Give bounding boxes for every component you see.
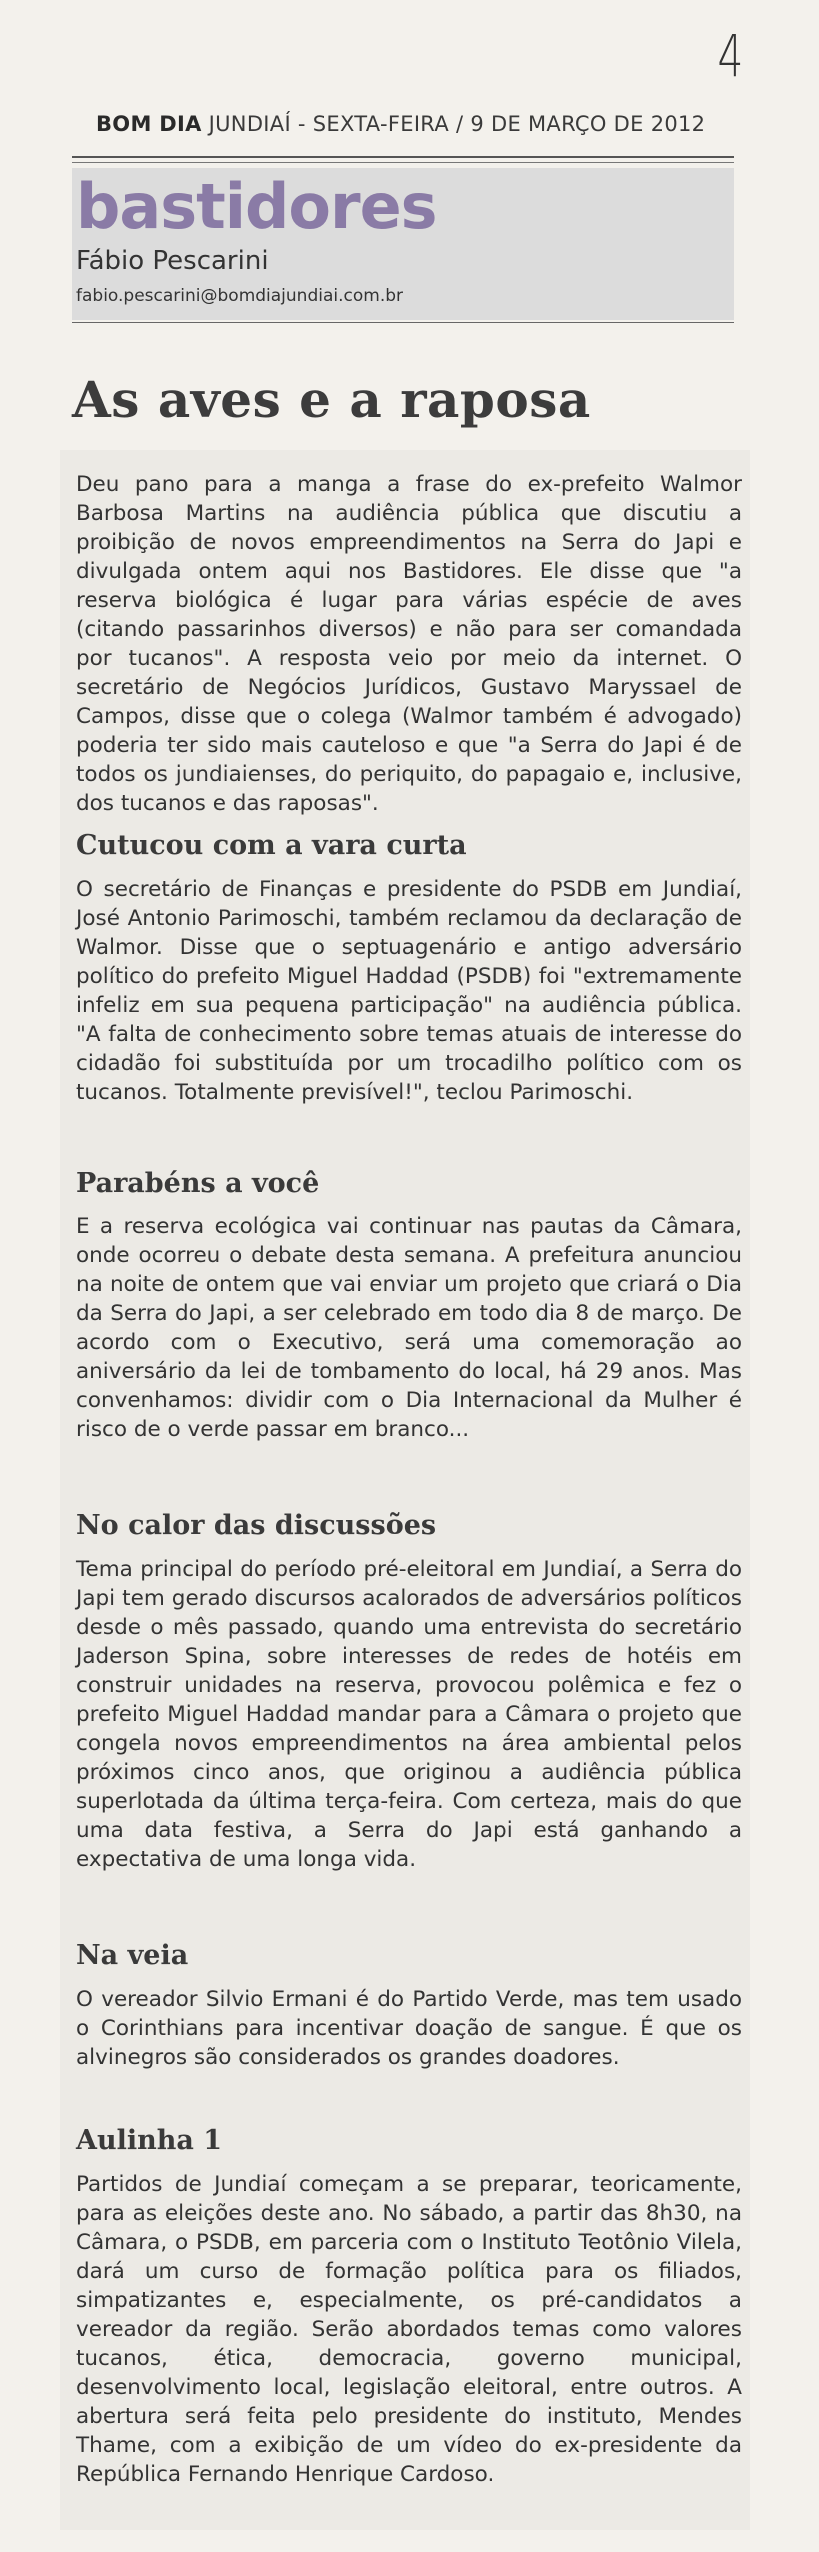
section-body-calor: Tema principal do período pré-eleitoral em Jundiaí, a Serra do Japi tem gerado discursos acalorados de adversários políticos desde o mês passado, quando uma entrevista do secretário Jaderson Spina, sobre interesses de redes de hotéis em construir unidades na reserva, provocou polêmica e fez o prefeito Miguel Haddad mandar para a Câmara o projeto que congela novos empreendimentos na área ambiental pelos próximos cinco anos, que originou a audiência pública superlotada da última terça-feira. Com certeza, mais do que uma data festiva, a Serra do Japi está ganhando a expectativa de uma longa vida. <box>76 1557 742 1872</box>
section-title: bastidores <box>76 170 437 243</box>
subhead-cutucou: Cutucou com a vara curta <box>76 830 467 861</box>
intro-paragraph: Deu pano para a manga a frase do ex-prefeito Walmor Barbosa Martins na audiência pública que discutiu a proibição de novos empreendimentos na Serra do Japi e divulgada ontem aqui nos Bastidores. Ele disse que "a reserva biológica é lugar para várias espécie de aves (citando passarinhos diversos) e não para ser comandada por tucanos". A resposta veio por meio da internet. O secretário de Negócios Jurídicos, Gustavo Maryssael de Campos, disse que o colega (Walmor também é advogado) poderia ter sido mais cauteloso e que "a Serra do Japi é de todos os jundiaienses, do periquito, do papagaio e, inclusive, dos tucanos e das raposas". <box>76 472 742 816</box>
page-number: 4 <box>717 22 744 90</box>
subhead-aulinha: Aulinha 1 <box>76 2125 223 2156</box>
subhead-parabens: Parabéns a você <box>76 1168 320 1199</box>
header-rule-thin <box>72 162 734 163</box>
subhead-calor: No calor das discussões <box>76 1510 437 1541</box>
section-body-block <box>76 1212 742 1444</box>
section-rule <box>72 322 734 323</box>
newspaper-header <box>96 112 731 136</box>
headline: As aves e a raposa <box>72 370 591 429</box>
section-body-aulinha: Partidos de Jundiaí começam a se preparar, teoricamente, para as eleições deste ano. No sábado, a partir das 8h30, na Câmara, o PSDB, em parceria com o Instituto Teotônio Vilela, dará um curso de formação política para os filiados, simpatizantes e, especialmente, os pré-candidatos a vereador da região. Serão abordados temas como valores tucanos, ética, democracia, governo municipal, desenvolvimento local, legislação eleitoral, entre outros. A abertura será feita pelo presidente do instituto, Mendes Thame, com a exibição de um vídeo do ex-presidente da República Fernando Henrique Cardoso. <box>76 2172 742 2487</box>
section-body-cutucou: O secretário de Finanças e presidente do PSDB em Jundiaí, José Antonio Parimoschi, também reclamou da declaração de Walmor. Disse que o septuagenário e antigo adversário político do prefeito Miguel Haddad (PSDB) foi "extremamente infeliz em sua pequena participação" na audiência pública. "A falta de conhecimento sobre temas atuais de interesse do cidadão foi substituída por um trocadilho político com os tucanos. Totalmente previsível!", teclou Parimoschi. <box>76 877 742 1105</box>
subhead-na-veia: Na veia <box>76 1940 189 1971</box>
author-name: Fábio Pescarini <box>76 246 269 276</box>
section-body-block <box>76 2170 742 2489</box>
header-rule <box>72 156 734 158</box>
newspaper-brand: BOM DIA <box>96 112 202 136</box>
section-body-na-veia: O vereador Silvio Ermani é do Partido Verde, mas tem usado o Corinthians para incentivar doação de sangue. É que os alvinegros são considerados os grandes doadores. <box>76 1987 742 2070</box>
section-body-block <box>76 1555 742 1874</box>
intro-paragraph-block <box>76 470 742 818</box>
section-body-parabens: E a reserva ecológica vai continuar nas pautas da Câmara, onde ocorreu o debate desta semana. A prefeitura anunciou na noite de ontem que vai enviar um projeto que criará o Dia da Serra do Japi, a ser celebrado em todo dia 8 de março. De acordo com o Executivo, será uma comemoração ao aniversário da lei de tombamento do local, há 29 anos. Mas convenhamos: dividir com o Dia Internacional da Mulher é risco de o verde passar em branco... <box>76 1214 742 1442</box>
author-email: fabio.pescarini@bomdiajundiai.com.br <box>76 286 404 306</box>
section-body-block <box>76 875 742 1107</box>
header-date: JUNDIAÍ - SEXTA-FEIRA / 9 DE MARÇO DE 2012 <box>201 112 706 136</box>
section-body-block <box>76 1985 742 2072</box>
